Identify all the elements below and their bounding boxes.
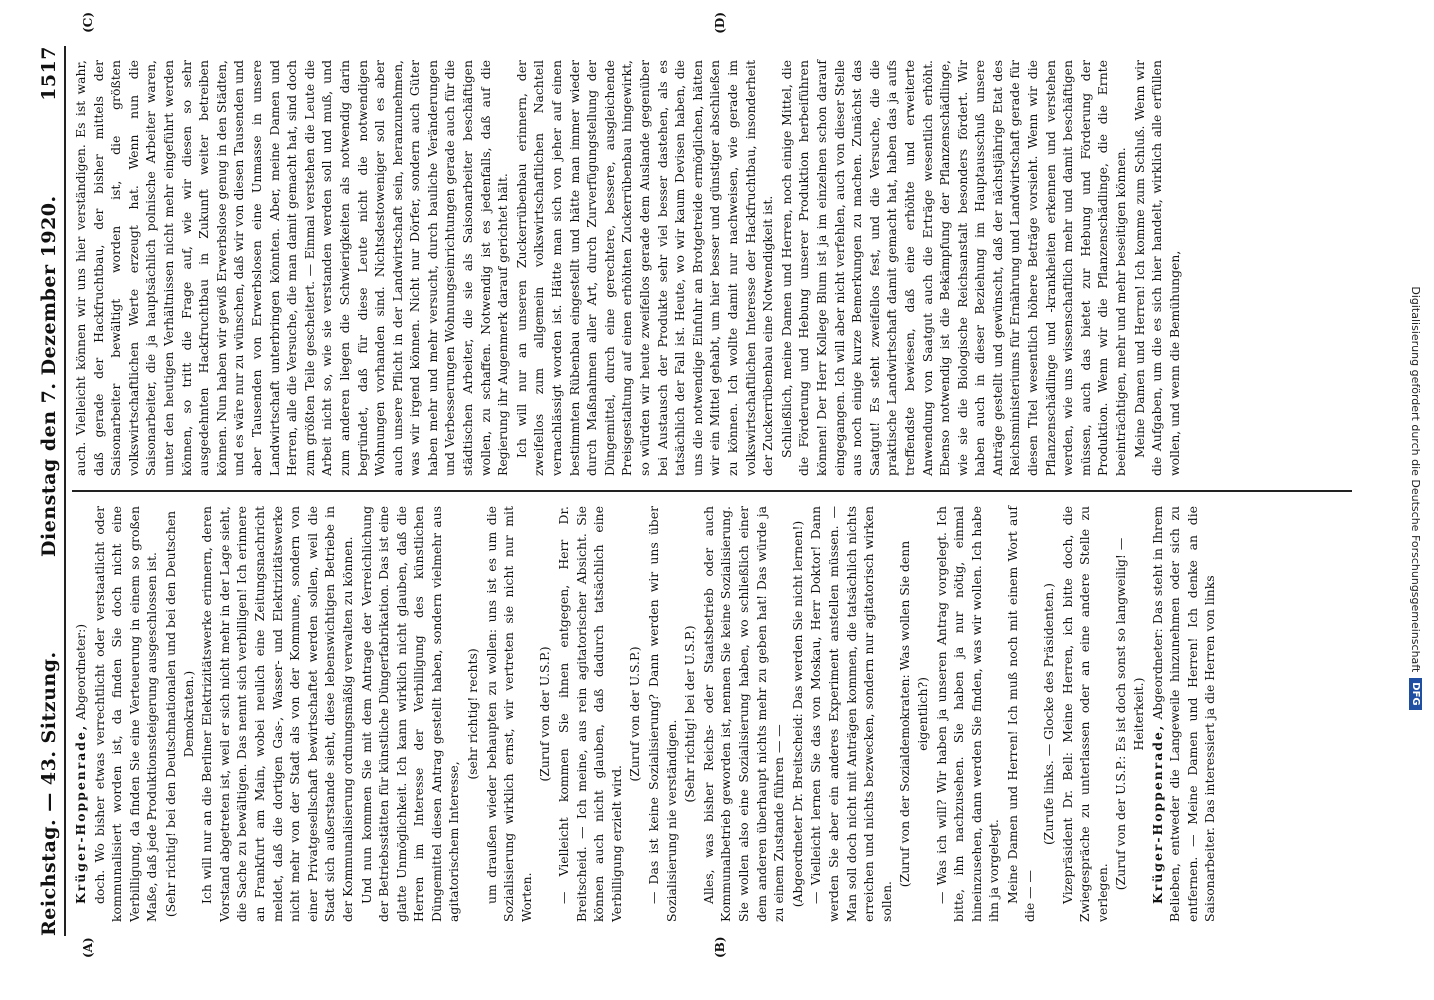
paragraph-text: (Zuruf von der U.S.P.) (627, 646, 643, 782)
left-column-paragraph (1112, 506, 1147, 922)
left-column-paragraph (72, 506, 90, 922)
header-left: Reichstag. — 43. Sitzung. (38, 651, 60, 936)
text-columns (72, 12, 1352, 958)
header-center: Dienstag den 7. Dezember 1920. (38, 195, 60, 557)
left-column-paragraph (645, 506, 680, 922)
left-column-paragraph (483, 506, 536, 922)
left-column-paragraph (198, 506, 356, 922)
paragraph-text: Schließlich, meine Damen und Herren, noch einige Mittel, die die Förderung und Hebung unserer Produktion herbeiführen können! Der Herr Kollege Blum ist ja im einzelnen schon darauf eingegangen. Ich will aber nicht verfehlen, auch von dieser Stelle aus noch einige kurze Bemerkungen zu machen. Zunächst das Saatgut! Es steht zweifellos fest, und die Versuche, die die praktische Landwirtschaft damit gemacht hat, haben das ja aufs treffendste bewiesen, daß eine erhöhte und erweiterte Anwendung von Saatgut auch die Erträge wesentlich erhöht. Ebenso notwendig ist die Bekämpfung der Pflanzenschädlinge, wie sie die Biologische Reichsanstalt besonders fördert. Wir haben auch in dieser Beziehung im Hauptausschuß unsere Anträge gestellt und gewünscht, daß der nächstjährige Etat des Reichsministeriums für Ernährung und Landwirtschaft gerade für diesen Titel wesentlich höhere Beträge vorsieht. Wenn wir die Pflanzenschädlinge und -krankheiten erkennen und verstehen werden, wie uns wissenschaftlich mehr und damit beschäftigen müssen, auch das bietet zur Hebung und Förderung der Produktion. Wenn wir die Pflanzenschädlinge, die die Ernte beeinträchtigen, mehr und mehr beseitigen können. (778, 60, 1129, 476)
left-column-paragraph (536, 506, 554, 922)
left-column-paragraph (896, 506, 931, 922)
paragraph-text: doch. Wo bisher etwas verrechtlicht oder verstaatlicht oder kommunalisiert worden ist, da finden Sie doch nicht eine Verbilligung, da finden Sie eine Verteuerung in einem so großen Maße, daß jede Produktionssteigerung ausgeschlossen ist. (91, 506, 160, 922)
left-column-paragraph (1004, 506, 1039, 922)
left-column-paragraph (91, 506, 161, 922)
margin-marker-b: (B) (713, 936, 727, 958)
paragraph-text: (Zuruf von der U.S.P.) (537, 646, 553, 782)
paragraph-text: (Zuruf von der Sozialdemokraten: Was wollen Sie denn eigentlich?) (897, 540, 930, 888)
page-number: 1517 (38, 46, 60, 101)
left-column-paragraph (933, 506, 1003, 922)
paragraph-text: Meine Damen und Herren! Ich komme zum Schluß. Wenn wir die Aufgaben, um die es sich hier handelt, wirklich alle erfüllen wollen, und wenn die Bemühungen, (1131, 60, 1182, 476)
paragraph-text: auch. Vielleicht können wir uns hier verständigen. Es ist wahr, daß gerade der Hackfruchtbau, der bisher mittels der Saisonarbeiter bewältigt worden ist, die größten volkswirtschaftlichen Werte erzeugt hat. Wenn nun die Saisonarbeiter, die ja hauptsächlich polnische Arbeiter waren, unter den heutigen Verhältnissen nicht mehr eingeführt werden können, so tritt die Frage auf, wie wir diesen so sehr ausgedehnten Hackfruchtbau in Zukunft weiter betreiben können. Nun haben wir gewiß Erwerbslose genug in den Städten, und es wäre nur zu wünschen, daß wir von diesen Tausenden und aber Tausenden von Erwerbslosen eine Unmasse in unsere Landwirtschaft unterbringen könnten. Aber, meine Damen und Herren, alle die Versuche, die man damit gemacht hat, sind doch zum größten Teile gescheitert. — Einmal verstehen die Leute die Arbeit nicht so, wie sie verstanden werden soll und muß, und zum anderen liegen die Schwierigkeiten als notwendig darin begründet, daß für diese Leute nicht die notwendigen Wohnungen vorhanden sind. Nichtsdestoweniger soll es aber auch unsere Pflicht in der Landwirtschaft sein, heranzunehmen, was wir irgend können. Nicht nur Dörfer, sondern auch Güter haben mehr und mehr versucht, durch bauliche Veränderungen und Verbesserungen Wohnungseinrichtungen gerade auch für die städtischen Arbeiter, die sie als Saisonarbeiter beschäftigen wollen, zu schaffen. Notwendig ist es jedenfalls, daß auf die Regierung ihr Augenmerk darauf gerichtet hält. (73, 60, 511, 476)
left-column-paragraph (464, 506, 482, 922)
right-column (72, 12, 1352, 492)
paragraph-text: (Zuruf von der U.S.P.: Es ist doch sonst so langweilig! — Heiterkeit.) (1113, 537, 1147, 891)
paragraph-text: (sehr richtig! rechts) (465, 648, 481, 780)
paragraph-text: Ich will nur an unseren Zuckerrübenbau erinnern, der zweifellos zum allgemein volkswirtschaftlichen Nachteil vernachlässigt worden ist. Hätte man sich von jeher auf einen bestimmten Rübenbau eingestellt und hätte man immer wieder durch Maßnahmen aller Art, durch Zurverfügungstellung der Düngemittel, durch eine gerechtere, bessere, ausgleichende Preisgestaltung auf einen erhöhten Zuckerrübenbau hingewirkt, so würden wir heute zweifellos gerade dem Auslande gegenüber bei Austausch der Produkte sehr viel besser dastehen, als es tatsächlich der Fall ist. Heute, wo wir kaum Devisen haben, die uns die notwendige Einfuhr an Brotgetreide ermöglichen, hätten wir ein Mittel gehabt, um hier besser und günstiger abschließen zu können. Ich wollte damit nur nachweisen, wie gerade im volkswirtschaftlichen Interesse der Hackfruchtbau, insonderheit der Zuckerrübenbau eine Notwendigkeit ist. (513, 60, 776, 476)
speaker-name: Krüger-Hoppenrade, (1149, 723, 1165, 904)
paragraph-text: (Abgeordneter Dr. Breitscheid: Das werden Sie nicht lernen!) (789, 520, 805, 908)
speaker-name: Krüger-Hoppenrade, (73, 723, 88, 904)
right-column-paragraph (513, 60, 777, 476)
paragraph-text: (Zurufe links. — Glocke des Präsidenten.) (1041, 582, 1057, 846)
margin-marker-d: (D) (713, 12, 727, 34)
paragraph-text: Vizepräsident Dr. Bell: Meine Herren, ich bitte doch, die Zwiegespräche zu unterlassen oder an eine andere Stelle zu verlegen. (1059, 506, 1110, 922)
left-column-paragraph (789, 506, 807, 922)
left-column-paragraph (626, 506, 644, 922)
digitization-credit (1408, 8, 1432, 998)
left-column-paragraph (1059, 506, 1112, 922)
left-column-paragraph (555, 506, 625, 922)
margin-marker-c: (C) (81, 12, 95, 33)
left-column-paragraph (1040, 506, 1058, 922)
credit-text: Digitalisierung gefördert durch die Deutsche Forschungsgemeinschaft (1409, 286, 1423, 673)
left-column-paragraph (807, 506, 895, 922)
paragraph-text: Und nun kommen Sie mit dem Antrage der Verreichlichung der Betriebsstätten für künstliche Düngerfabrikation. Das ist eine glatte Unmöglichkeit. Ich kann wirklich nicht glauben, daß die Herren im Interesse der Verbilligung des künstlichen Düngemittel diesen Antrag gestellt haben, sondern vielmehr aus agitatorischem Interesse, (358, 506, 462, 922)
left-column-paragraph (1149, 506, 1219, 922)
margin-marker-a: (A) (81, 937, 95, 958)
left-column-paragraph (681, 506, 699, 922)
paragraph-text: (Sehr richtig! bei der U.S.P.) (682, 625, 698, 803)
right-column-paragraph (1131, 60, 1184, 476)
paragraph-text: um draußen wieder behaupten zu wollen: uns ist es um die Sozialisierung wirklich ernst, wir vertreten sie nicht nur mit Worten. (483, 506, 534, 922)
paragraph-text: Ich will nur an die Berliner Elektrizitätswerke erinnern, deren Vorstand abgetreten ist, weil er sich nicht mehr in der Lage sieht, die Sache zu bewältigen. Das nennt sich verbilligen! Ich erinnere an Frankfurt am Main, wobei neulich eine Zeitungsnachricht meldet, daß die dortigen Gas-, Wasser- und Elektrizitätswerke nicht mehr von der Stadt als von der Kommune, sondern von einer Privatgesellschaft bewirtschaftet werden sollen, weil die Stadt sich außerstande sieht, diese lebenswichtigen Betriebe in der Kommunalisierung ordnungsmäßig verwalten zu können. (199, 506, 355, 922)
paragraph-text: — Was ich will? Wir haben ja unseren Antrag vorgelegt. Ich bitte, ihn nachzusehen. Sie haben ja nur nötig, einmal hineinzusehen, dann werden Sie finden, was wir wollen. Ich habe ihn ja vorgelegt. (933, 506, 1002, 922)
dfg-logo: DFG (1410, 678, 1423, 709)
left-column-paragraph (700, 506, 788, 922)
paragraph-text: Abgeordneter:) (73, 623, 88, 724)
paragraph-text: — Das ist keine Sozialisierung? Dann werden wir uns über Sozialisierung nie verständigen. (646, 506, 679, 922)
paragraph-text: Alles, was bisher Reichs- oder Staatsbetrieb oder auch Kommunalbetrieb geworden ist, nennen Sie keine Sozialisierung. Sie wollen also eine Sozialisierung haben, wo schließlich einer dem anderen überhaupt nichts mehr zu geben hat! Das würde ja zu einem Zustande führen — — (700, 506, 787, 922)
paragraph-text: Meine Damen und Herren! Ich muß noch mit einem Wort auf die — — (1004, 506, 1038, 922)
page-header (38, 46, 66, 936)
paragraph-text: — Vielleicht kommen Sie ihnen entgegen, Herr Dr. Breitscheid. — Ich meine, aus rein agitatorischer Absicht. Sie können auch nicht glauben, daß dadurch tatsächlich eine Verbilligung erzielt wird. (556, 506, 624, 922)
paragraph-text: — Vielleicht lernen Sie das von Moskau, Herr Doktor! Dann werden Sie aber ein anderes Experiment anstellen müssen. — Man soll doch nicht mit Anträgen kommen, die tatsächlich nichts erreichen und nichts bezwecken, sondern nur agitatorisch wirken sollen. (808, 506, 894, 922)
paragraph-text: (Sehr richtig! bei den Deutschnationalen und bei den Deutschen Demokraten.) (162, 510, 196, 918)
left-column-paragraph (162, 506, 197, 922)
right-column-paragraph (778, 60, 1130, 476)
left-column (72, 492, 1352, 958)
right-column-paragraph (72, 60, 512, 476)
paragraph-text: Abgeordneter: Das steht in Ihrem Belieben, entweder die Langeweile hinzunehmen oder sich zu entfernen. — Meine Damen und Herren! Ich denke an die Saisonarbeiter. Das interessiert ja die Herren von links (1149, 506, 1218, 922)
left-column-paragraph (358, 506, 464, 922)
